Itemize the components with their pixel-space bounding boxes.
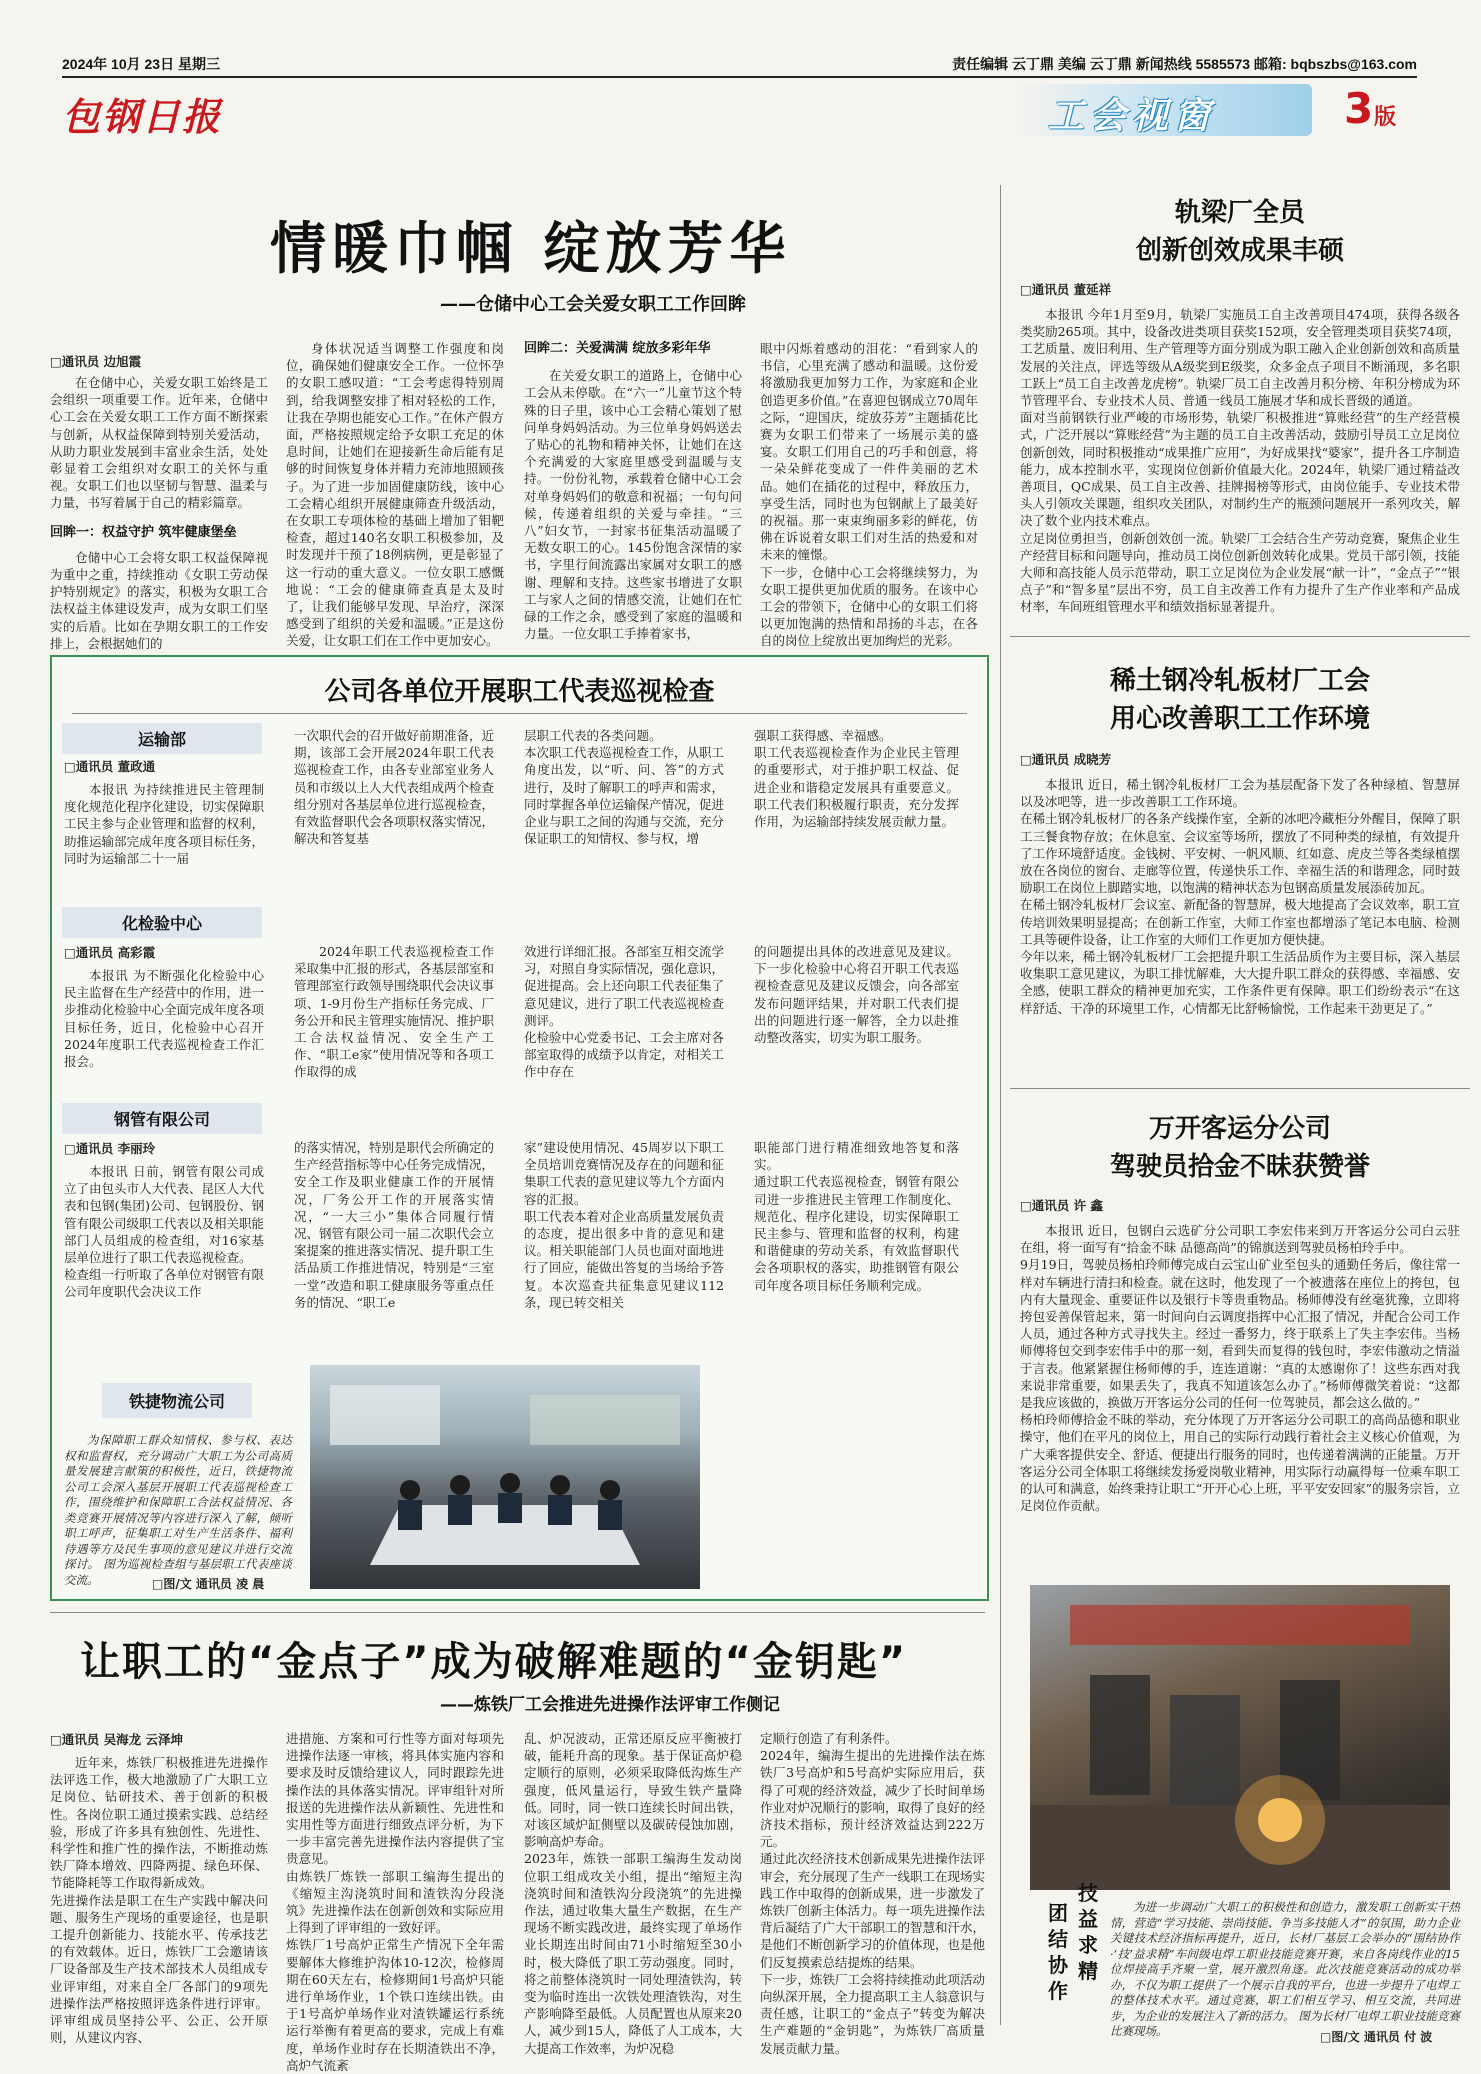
photo-feature-credit: □图/文 通讯员 付 波: [1320, 2030, 1433, 2044]
unit-lab-byline: □通讯员 高彩霞: [64, 945, 156, 960]
main-col2-text: 身体状况适当调整工作强度和岗位，确保她们健康安全工作。一位怀孕的女职工感叹道：“工会考虑得特别周到，给我调整安排了相对轻松的工作，让我在孕期也能安心工作。”在休产假方面，严格按照规定给予女职工充足的休息时间，让她们在迎接新生命后能有足够的时间恢复身体并精力充沛地照顾孩子。为了进一步加固健康防线，该中心工会精心组织开展健康筛查升级活动，在女职工专项体检的基础上增加了钼靶检查，超过140名女职工积极参加，及时发现并干预了18例病例，更是彰显了这一行动的重大意义。一位女职工感慨地说：“工会的健康筛查真是太及时了，让我们能够早发现、早治疗，深深感受到了组织的关爱和温暖。”正是这份关爱，让女职工们在工作中更加安心。: [286, 341, 504, 649]
section-banner: [1012, 84, 1312, 136]
unit-lab-col4: 的问题提出具体的改进意见及建议。下一步化检验中心将召开职工代表巡视检查意见及建议反馈会，向各部室发布问题评结果，并对职工代表们提出的问题进行逐一解答，全力以赴推动整改落实，切实为职工服务。: [754, 944, 959, 1046]
bottom-col3: 乱、炉况波动，正常还原反应平衡被打破，能耗升高的现象。基于保证高炉稳定顺行的原则，必须采取降低沟炼生产强度，低风量运行，导致生铁产量降低。同时，同一铁口连续长时间出铁，对该区域炉缸侧壁以及碳砖侵蚀加剧，影响高炉寿命。 2023年，炼铁一部职工编海生发动岗位职工组成攻关小组，提出“缩短主沟浇筑时间和渣铁沟分段浇筑”的先进操作法，通过收集大量生产数据，在生产现场不断实践改进，最终实现了单场作业长期连出时间由71小时缩短至30小时，极大降低了职工劳动强度。同时，将之前整体浇筑时一同处理渣铁沟，转变为临时连出一次铁处理渣铁沟，对生产影响降至最低。人员配置也从原来20人，减少到15人，降低了人工成本，大大提高工作效率，为炉况稳: [524, 1731, 742, 2056]
right3-text: 本报讯 近日，包钢白云选矿分公司职工李宏伟来到万开客运分公司白云驻在组，将一面写有“拾金不昧 品德高尚”的锦旗送到驾驶员杨柏玲手中。 9月19日，驾驶员杨柏玲师傅完成白云宝山矿业至包头的通勤任务后，像往常一样对车辆进行清扫和检查。就在这时，他发现了一个被遗落在座位上的挎包，包内有大量现金、重要证件以及银行卡等贵重物品。杨师傅没有丝毫犹豫，立即将挎包妥善保管起来，第一时间向白云调度指挥中心汇报了情况，并配合公司工作人员，通过各种方式寻找失主。经过一番努力，终于联系上了失主李宏伟。当杨师傅将包交到李宏伟手中的那一刻，看到失而复得的钱包时，李宏伟激动之情溢于言表。他紧紧握住杨师傅的手，连连道谢：“真的太感谢你了！这些东西对我来说非常重要，如果丢失了，我真不知道该怎么办了。”杨师傅微笑着说：“这都是我应该做的，换做万开客运分公司的任何一位驾驶员，都会这么做的。” 杨柏玲师傅拾金不昧的举动，充分体现了万开客运分公司职工的高尚品德和职业操守，他们在平凡的岗位上，用自己的实际行动践行着社会主义核心价值观，为广大乘客提供安全、舒适、便捷出行服务的同时，也传递着满满的正能量。万开客运分公司全体职工将继续发扬爱岗敬业精神，用实际行动赢得每一位乘车职工的认可和满意，始终秉持让职工“开开心心上班，平平安安回家”的服务宗旨，立足岗位作贡献。: [1020, 1223, 1460, 1514]
welding-photo: [1030, 1585, 1450, 1890]
unit-pipe-col1: 本报讯 日前，钢管有限公司成立了由包头市人大代表、昆区人大代表和包钢(集团)公司、包钢股份、钢管有限公司级职工代表以及相关职能部门人员组成的检查组，对16家基层单位进行了职工代表巡视检查。 检查组一行听取了各单位对钢管有限公司年度职代会决议工作: [64, 1164, 265, 1300]
unit-pipe-byline: □通讯员 李丽玲: [64, 1141, 156, 1156]
bottom-title: 让职工的“金点子”成为破解难题的“金钥匙”: [80, 1639, 908, 1685]
unit-pipe-heading: 钢管有限公司: [62, 1103, 262, 1134]
unit-lab-heading: 化检验中心: [62, 907, 262, 938]
unit-transport-byline: □通讯员 董政通: [64, 759, 156, 774]
main-col3: [524, 340, 742, 640]
right3-title-line2: 驾驶员拾金不昧获赞誉: [1109, 1152, 1370, 1182]
unit-pipe-col3: 家”建设使用情况、45周岁以下职工全员培训竞赛情况及存在的问题和征集职工代表的意见建议等九个方面内容的汇报。 职工代表本着对企业高质量发展负责的态度，提出很多中肯的意见和建议。相关职能部门人员也面对面地进行了回应，能做出答复的当场给予答复。本次巡查共征集意见建议112条，现已转交相关: [524, 1140, 725, 1310]
main-byline: □通讯员 边旭霞: [50, 354, 142, 369]
main-subtitle: ——仓储中心工会关爱女职工工作回眸: [440, 294, 746, 315]
inspection-box: [50, 655, 989, 1601]
main-col2: [286, 340, 504, 649]
right1-byline: □通讯员 董延祥: [1020, 282, 1112, 297]
bottom-subtitle: ——炼铁厂工会推进先进操作法评审工作侧记: [440, 1695, 780, 1715]
unit-transport-col1: 本报讯 为持续推进民主管理制度化规范化程序化建设，切实保障职工民主参与企业管理和监督的权利，助推运输部完成年度各项目标任务，同时为运输部二十一届: [64, 782, 265, 866]
unit-pipe-col2: 的落实情况，特别是职代会所确定的生产经营指标等中心任务完成情况，安全工作及职业健康工作的开展情况，厂务公开工作的开展落实情况，“一大三小”集体合同履行情况、钢管有限公司一届二次职代会立案提案的推进落实情况、提升职工生活品质工作推进情况，特别是“三室一堂”改造和职工健康服务等重点任务的情况、“职工e: [294, 1140, 495, 1310]
right1-title-line2: 创新创效成果丰硕: [1135, 236, 1344, 266]
main-heading-1: 回眸一：权益守护 筑牢健康堡垒: [50, 524, 237, 540]
right2-byline: □通讯员 成晓芳: [1020, 752, 1112, 767]
page-number: 3: [1344, 84, 1374, 133]
bottom-col2: 进措施、方案和可行性等方面对每项先进操作法逐一审核，将具体实施内容和要求及时反馈给建议人，同时跟踪先进操作法的具体落实情况。评审组针对所报送的先进操作法从新颖性、先进性和实用性等方面进行细致点评分析，为下一步丰富完善先进操作法内容提供了宝贵意见。 由炼铁厂炼铁一部职工编海生提出的《缩短主沟浇筑时间和渣铁沟分段浇筑》先进操作法在创新创效和实际应用上得到了评审组的一致好评。 炼铁厂1号高炉正常生产情况下全年需要解体大修维护沟体10-12次，检修周期在60天左右，检修期间1号高炉只能进行单场作业，1个铁口连续出铁。由于1号高炉单场作业对渣铁罐运行系统运行举衡有着更高的要求，完成上有难度，单场作业时存在长期渣铁出不净，高炉气流紊: [286, 1731, 504, 2073]
right3-title-line1: 万开客运分公司: [1148, 1114, 1331, 1144]
page-unit: 版: [1374, 105, 1397, 130]
main-col4: [760, 340, 978, 649]
issue-date: 2024年 10月 23日 星期三: [62, 56, 220, 72]
unit-logistics-heading: 铁捷物流公司: [102, 1383, 252, 1418]
main-col1: [50, 374, 268, 651]
unit-transport-heading: 运输部: [62, 723, 262, 754]
unit-logistics-caption: 为保障职工群众知情权、参与权、表达权和监督权，充分调动广大职工为公司高质量发展建言献策的积极性，近日，铁捷物流公司工会深入基层开展职工代表巡视检查工作，围绕维护和保障职工合法权益情况、各类竞赛开展情况等内容进行深入了解，倾听职工呼声，征集职工对生产生活条件、福利待遇等方及民生事项的意见建议并进行交流探讨。 图为巡视检查组与基层职工代表座谈交流。: [64, 1433, 292, 1587]
photo-vertical-right: 技益求精: [1078, 1881, 1098, 1983]
photo-feature-caption: 为进一步调动广大职工的积极性和创造力，激发职工创新实干热情，营造“学习技能、崇尚技能、争当多技能人才”的氛围，助力企业关键技术经济指标再提升，近日，长材厂基层工会举办的“围结协作·‘技’益求精”车间级电焊工职业技能竞赛开赛，来自各岗线作业的15位焊接高手齐聚一堂，展开激烈角逐。此次技能竞赛活动的成功举办，不仅为职工提供了一个展示自我的平台，也进一步提升了电焊工的整体技术水平。通过竞赛，职工们相互学习、相互交流，共同进步，为企业的发展注入了新的活力。 图为长材厂电焊工职业技能竞赛比赛现场。: [1110, 1900, 1460, 2038]
main-col4-text: 眼中闪烁着感动的泪花：“看到家人的书信，心里充满了感动和温暖。这份爱将激励我更加努力工作，为家庭和企业创造更多价值。”在喜迎包钢成立70周年之际，“迎国庆，绽放芬芳”主题插花比赛为女职工们带来了一场展示美的盛宴。女职工们用自己的巧手和创意，将一朵朵鲜花变成了一件件美丽的艺术品。她们在插花的过程中，释放压力，享受生活，同时也为包钢献上了最美好的祝福。那一束束绚丽多彩的鲜花，仿佛在诉说着女职工们对生活的热爱和对未来的憧憬。 下一步，仓储中心工会将继续努力，为女职工提供更加优质的服务。在该中心工会的带领下，仓储中心的女职工们将以更加饱满的热情和昂扬的斗志，在各自的岗位上绽放出更加绚烂的光彩。: [760, 341, 978, 649]
unit-lab-col2: 2024年职工代表巡视检查工作采取集中汇报的形式，各基层部室和管理部室行政领导围绕职代会决议事项、1-9月份生产指标任务完成、厂务公开和民主管理实施情况、推护职工合法权益情况、安全生产工作、“职工e家”使用情况等和各项工作取得的成: [294, 944, 495, 1080]
welding-scene-illustration: [1030, 1585, 1450, 1890]
bottom-col4: 定顺行创造了有利条件。 2024年，编海生提出的先进操作法在炼铁厂3号高炉和5号高炉实际应用后，获得了可观的经济效益，减少了长时间单场作业对炉况顺行的影响，取得了良好的经济技术指标，预计经济效益达到222万元。 通过此次经济技术创新成果先进操作法评审会，充分展现了生产一线职工在现场实践工作中取得的创新成果，进一步激发了炼铁厂创新主体活力。每一项先进操作法背后凝结了广大干部职工的智慧和汗水，是他们不断创新学习的价值体现，也是他们反复摸索总结提炼的结果。 下一步，炼铁厂工会将持续推动此项活动向纵深开展，全力提高职工主人翁意识与责任感，让职工的“金点子”转变为解决生产难题的“金钥匙”，为炼铁厂高质量发展贡献力量。: [760, 1731, 986, 2056]
section-title: 工会视窗: [1048, 96, 1217, 137]
right2-title-line2: 用心改善职工工作环境: [1109, 704, 1370, 734]
main-intro: 在仓储中心，关爱女职工始终是工会组织一项重要工作。近年来，仓储中心工会在关爱女职工工作方面不断探索与创新，从权益保障到特别关爱活动，从助力职业发展到丰富业余生活，处处彰显着工会组织对女职工的关怀与重视。女职工们也以坚韧与智慧、温柔与力量，书写着属于自己的精彩篇章。: [50, 375, 268, 511]
bottom-col1: 近年来，炼铁厂积极推进先进操作法评选工作，极大地激励了广大职工立足岗位、钻研技术、善于创新的积极性。各岗位职工通过摸索实践、总结经验，形成了许多具有独创性、先进性、科学性和推广性的操作法，不断推动炼铁厂降本增效、四降两提、绿色环保、节能降耗等工作取得新成效。 先进操作法是职工在生产实践中解决问题、服务生产现场的重要途径，也是职工提升创新能力、技能水平、传承技艺的有效载体。近日，炼铁厂工会邀请该厂设备部及生产技术部技术人员组成专业评审组，对来自全厂各部门的9项先进操作法严格按照评选条件进行评审。评审组成员坚持公平、公正、公开原则，从建议内容、: [50, 1755, 268, 2046]
right1-title-line1: 轨梁厂全员: [1174, 198, 1305, 228]
unit-lab-col3: 效进行详细汇报。各部室互相交流学习，对照自身实际情况，强化意识，促进提高。会上还向职工代表征集了意见建议，进行了职工代表巡视检查测评。 化检验中心党委书记、工会主席对各部室取得的成绩予以肯定，对相关工作中存在: [524, 944, 725, 1080]
right1-text: 本报讯 今年1月至9月，轨梁厂实施员工自主改善项目474项，获得各级各类奖励265项。其中，设备改进类项目获奖152项，安全管理类项目获奖74项，工艺质量、废旧利用、生产管理等方面分别成为职工融入企业创新创效和高质量发展的关注点，评选等级从A级奖到E级奖，众多金点子项目不断涌现，多名职工跃上“员工自主改善龙虎榜”。轨梁厂员工自主改善月积分榜、年积分榜成为环节管理平台、专业技术人员、普通一线员工施展才华和成长晋级的通道。 面对当前钢铁行业严峻的市场形势，轨梁厂积极推进“算账经营”的生产经营模式，广泛开展以“算账经营”为主题的员工自主改善活动，鼓励引导员工立足岗位创新创效，同时积极推动“成果推广应用”，为好成果找“婆家”，提升各工序制造能力，成本控制水平，实现岗位创新价值最大化。2024年，轨梁厂通过精益改善项目，QC成果、员工自主改善、挂牌揭榜等形式，由岗位能手、专业技术带头人引领攻关课题，组织攻关团队，对制约生产的瓶颈问题展开一系列攻关，解决了数个业内技术难点。 立足岗位勇担当，创新创效创一流。轨梁厂工会结合生产劳动竞赛，聚焦企业生产经营目标和问题导向，推动员工岗位创新创效转化成果。党员干部引领，技能大师和高技能人员示范带动，职工立足岗位为企业发展“献一计”，“金点子”“银点子”和“智多星”层出不穷，员工自主改善工作有力提升了生产作业率和产品成材率，车间班组管理水平和绩效指标显著提升。: [1020, 307, 1460, 615]
inspection-title: 公司各单位开展职工代表巡视检查: [324, 677, 715, 707]
page-badge: [1324, 84, 1414, 136]
unit-transport-col3: 层职工代表的各类问题。 本次职工代表巡视检查工作，从职工角度出发，以“听、问、答”的方式进行，及时了解职工的呼声和需求，同时掌握各单位运输保产情况，促进企业与职工之间的沟通与交流，充分保证职工的知情权、参与权，增: [524, 728, 725, 847]
main-title: 情暖巾帼 绽放芳华: [270, 217, 792, 282]
main-col1-text: 仓储中心工会将女职工权益保障视为重中之重，持续推动《女职工劳动保护特别规定》的落实，积极为女职工合法权益主体建设发声，成为女职工们坚实的后盾。比如在孕期女职工的工作安排上，会根据她们的: [50, 549, 268, 651]
masthead: [62, 52, 1417, 142]
meeting-scene-illustration: [310, 1365, 700, 1589]
bottom-byline: □通讯员 吴海龙 云泽坤: [50, 1732, 184, 1747]
right2-title-line1: 稀土钢冷轧板材厂工会: [1109, 666, 1370, 696]
main-heading-2: 回眸二：关爱满满 绽放多彩年华: [524, 341, 711, 356]
editor-info: 责任编辑 云丁鼎 美编 云丁鼎 新闻热线 5585573 邮箱: bqbszbs@163.com: [952, 56, 1417, 72]
main-col3-text: 在关爱女职工的道路上，仓储中心工会从未停歇。在“六一”儿童节这个特殊的日子里，该中心工会精心策划了慰问单身妈妈活动。为三位单身妈妈送去了贴心的礼物和精神关怀，让她们在这个充满爱的大家庭里感受到温暖与支持。一份份礼物，承载着仓储中心工会对单身妈妈们的敬意和祝福；一句句问候，传递着组织的关爱与牵挂。“三八”妇女节，一封家书征集活动温暖了无数女职工的心。145份饱含深情的家书，字里行间流露出家属对女职工的感谢、理解和支持。这些家书增进了女职工与家人之间的情感交流，让她们在忙碌的工作之余，感受到了家庭的温暖和力量。一位女职工手捧着家书，: [524, 368, 742, 642]
meeting-photo: [310, 1365, 700, 1589]
paper-logo: 包钢日报: [62, 94, 223, 139]
right2-text: 本报讯 近日，稀土钢冷轧板材厂工会为基层配备下发了各种绿植、智慧屏以及冰吧等，进一步改善职工工作环境。 在稀土钢冷轧板材厂的各条产线操作室，全新的冰吧冷藏柜分外醒目，保障了职工三餐食物存放；在休息室、会议室等场所，摆放了不同种类的绿植，有效提升了工作环境舒适度。金钱树、平安树、一帆风顺、红如意、虎皮兰等各类绿植摆放在各岗位的窗台、走廊等位置，传递快乐工作、幸福生活的和谐理念，同时鼓励职工在岗位上脚踏实地，以饱满的精神状态为包钢高质量发展添砖加瓦。 在稀土钢冷轧板材厂会议室、新配备的智慧屏，极大地提高了会议效率，职工宣传培训效果明显提高；在创新工作室，大师工作室也都增添了笔记本电脑、检测工具等硬件设备，让工作室的大师们工作更加方便快捷。 今年以来，稀土钢冷轧板材厂工会把提升职工生活品质作为主要目标，深入基层收集职工意见建议，为职工排忧解难，大大提升职工群众的获得感、幸福感、安全感，使职工群众的精神更加充实，工作条件更有保障。职工们纷纷表示“在这样舒适、干净的环境里工作，心情都无比舒畅愉悦，工作起来干劲更足了。”: [1020, 777, 1460, 1016]
right3-byline: □通讯员 许 鑫: [1020, 1198, 1104, 1213]
unit-pipe-col4: 职能部门进行精准细致地答复和落实。 通过职工代表巡视检查，钢管有限公司进一步推进民主管理工作制度化、规范化、程序化建设，切实保障职工民主参与、管理和监督的权利，构建和谐健康的劳动关系，有效监督职代会各项职权的落实，助推钢管有限公司年度各项目标任务顺利完成。: [754, 1140, 959, 1293]
photo-vertical-left: 团结协作: [1048, 1901, 1068, 2003]
unit-logistics-credit: □图/文 通讯员 凌 晨: [152, 1577, 265, 1591]
unit-lab-col1: 本报讯 为不断强化化检验中心民主监督在生产经营中的作用，进一步推动化检验中心全面完成年度各项目标任务，近日，化检验中心召开2024年度职工代表巡视检查工作汇报会。: [64, 968, 265, 1070]
unit-transport-col4: 强职工获得感、幸福感。 职工代表巡视检查作为企业民主管理的重要形式，对于推护职工权益、促进企业和谐稳定发展具有重要意义。职工代表们积极履行职责，充分发挥作用，为运输部持续发展贡献力量。: [754, 728, 959, 830]
unit-transport-col2: 一次职代会的召开做好前期准备，近期，该部工会开展2024年职工代表巡视检查工作，由各专业部室业务人员和市级以上人大代表组成两个检查组分别对各基层单位进行巡视检查，有效监督职代会各项职权落实情况，解决和答复基: [294, 728, 495, 847]
